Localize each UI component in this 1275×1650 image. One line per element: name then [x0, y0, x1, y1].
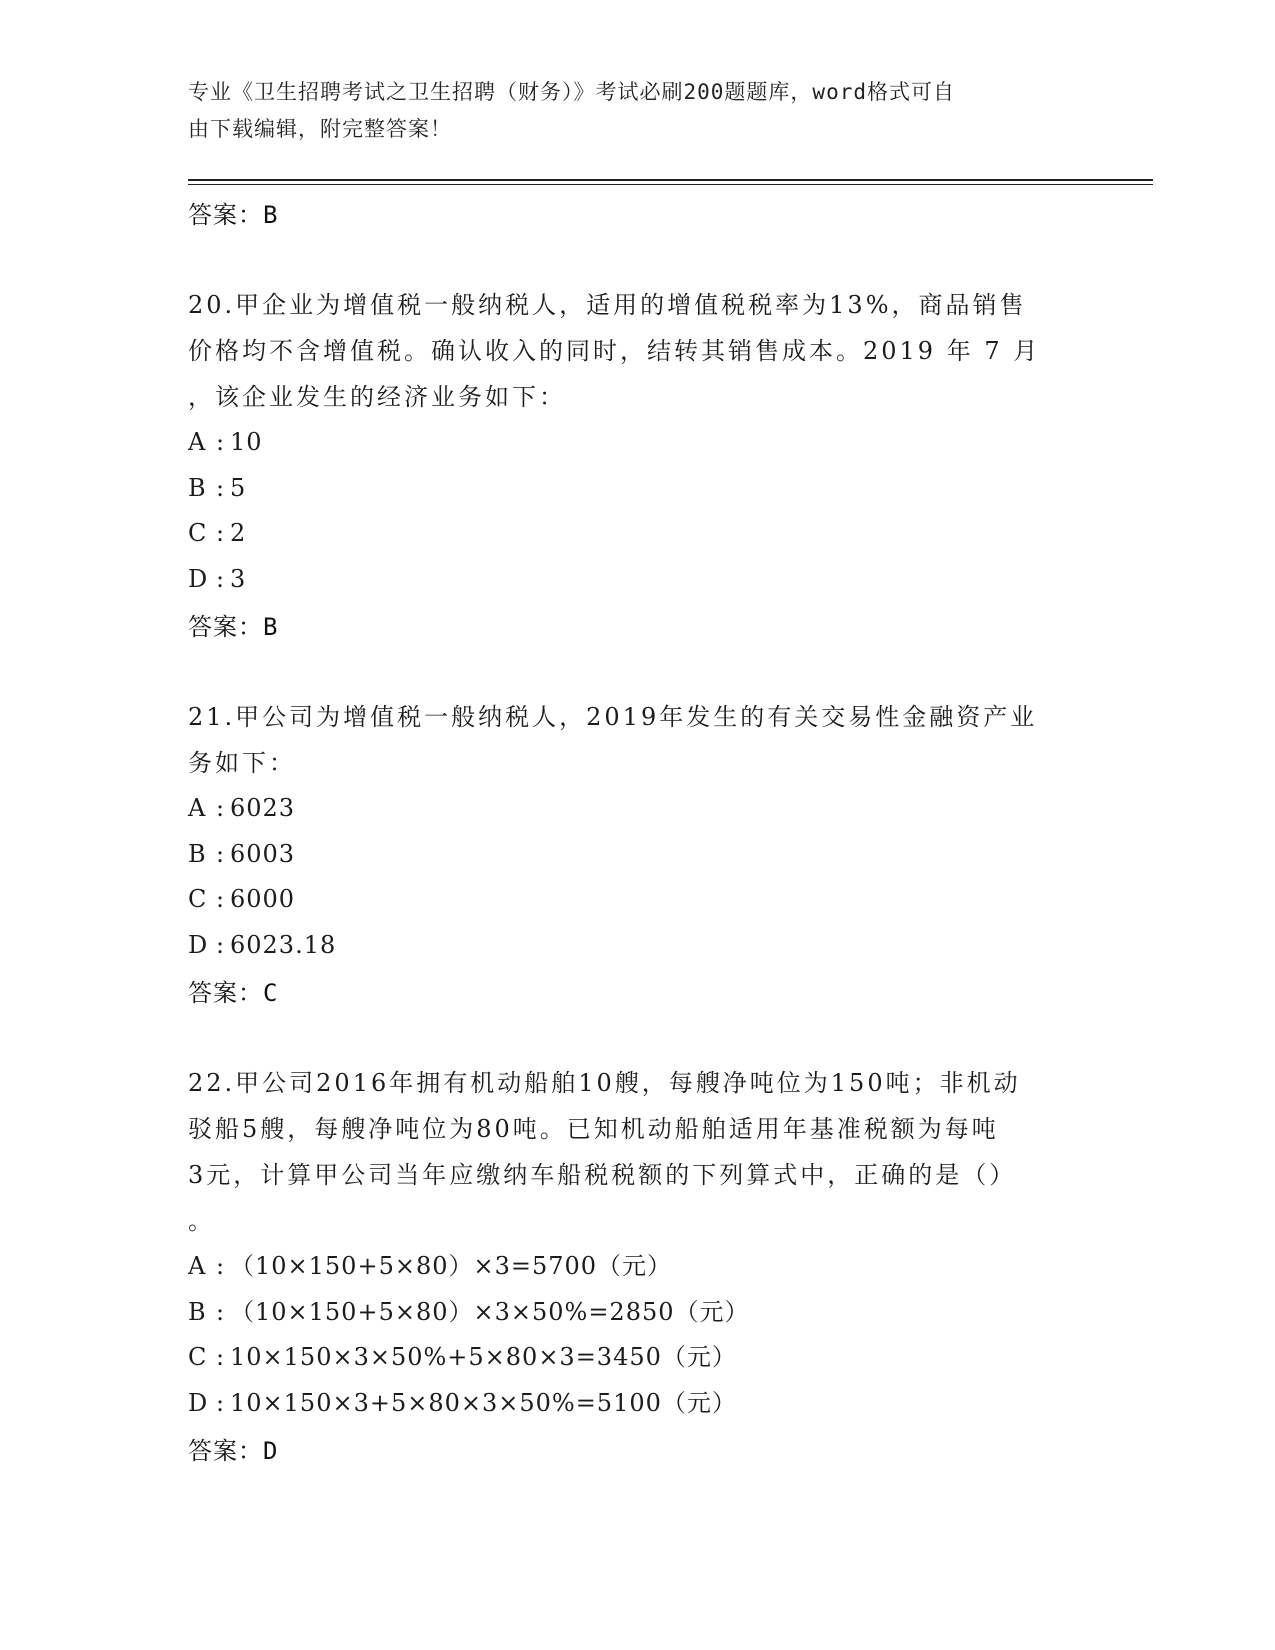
option-text: 2	[230, 519, 247, 547]
option-a: A : 6023	[188, 786, 1088, 832]
header-rule-thick	[188, 179, 1153, 181]
header-rule-thin	[188, 184, 1153, 185]
option-key: D	[188, 1388, 209, 1417]
question-text	[188, 282, 1088, 420]
question-line: 。	[188, 1207, 215, 1235]
option-key: D	[188, 564, 209, 593]
option-text: 10×150×3+5×80×3×50%=5100（元）	[230, 1388, 737, 1417]
question-text	[188, 694, 1088, 786]
option-text: （10×150+5×80）×3=5700（元）	[230, 1252, 673, 1280]
question-line: ，该企业发生的经济业务如下：	[188, 383, 566, 411]
option-key: C	[188, 1343, 208, 1371]
option-key: B	[188, 1297, 207, 1326]
option-key: C	[188, 519, 208, 547]
document-header	[188, 74, 1068, 148]
question-text	[188, 1060, 1088, 1244]
option-b: B : 5	[188, 466, 1088, 512]
option-text: 6000	[230, 885, 296, 913]
option-text: （10×150+5×80）×3×50%=2850（元）	[230, 1297, 750, 1326]
question-item	[188, 694, 1088, 1013]
option-c: C : 2	[188, 511, 1088, 557]
option-c: C : 6000	[188, 877, 1088, 923]
option-text: 6023.18	[230, 930, 337, 959]
option-b: B : （10×150+5×80）×3×50%=2850（元）	[188, 1290, 1088, 1336]
question-line: 22.甲公司2016年拥有机动船舶10艘，每艘净吨位为150吨；非机动	[188, 1069, 1021, 1097]
header-line-1: 专业《卫生招聘考试之卫生招聘（财务）》考试必刷200题题库，word格式可自	[188, 80, 955, 104]
answer-line: 答案：B	[188, 201, 279, 229]
option-text: 5	[230, 473, 247, 502]
option-text: 6003	[230, 839, 296, 868]
answer-line: 答案：B	[188, 613, 279, 641]
option-text: 10	[230, 428, 263, 456]
question-line: 3元，计算甲公司当年应缴纳车船税税额的下列算式中，正确的是（）	[188, 1161, 1017, 1189]
option-d: D : 6023.18	[188, 923, 1088, 969]
option-text: 10×150×3×50%+5×80×3=3450（元）	[230, 1343, 737, 1371]
question-line: 价格均不含增值税。确认收入的同时，结转其销售成本。2019 年 7 月	[188, 337, 1041, 365]
option-d: D : 10×150×3+5×80×3×50%=5100（元）	[188, 1381, 1088, 1427]
option-key: B	[188, 473, 207, 502]
question-line: 驳船5艘，每艘净吨位为80吨。已知机动船舶适用年基准税额为每吨	[188, 1115, 999, 1143]
option-key: A	[188, 794, 207, 822]
answer-line: 答案：D	[188, 1437, 279, 1465]
option-key: B	[188, 839, 207, 868]
question-item	[188, 1060, 1088, 1471]
question-line: 21.甲公司为增值税一般纳税人，2019年发生的有关交易性金融资产业	[188, 703, 1038, 731]
answer-line: 答案：C	[188, 979, 279, 1007]
option-key: A	[188, 1252, 207, 1280]
option-a: A : （10×150+5×80）×3=5700（元）	[188, 1244, 1088, 1290]
option-d: D : 3	[188, 557, 1088, 603]
question-list	[188, 190, 1088, 1471]
question-line: 务如下：	[188, 749, 296, 777]
question-item	[188, 282, 1088, 647]
option-a: A : 10	[188, 420, 1088, 466]
option-text: 6023	[230, 794, 296, 822]
option-b: B : 6003	[188, 832, 1088, 878]
option-text: 3	[230, 564, 247, 593]
header-line-2: 由下载编辑，附完整答案！	[188, 117, 452, 141]
option-key: D	[188, 930, 209, 959]
option-c: C : 10×150×3×50%+5×80×3=3450（元）	[188, 1335, 1088, 1381]
option-key: C	[188, 885, 208, 913]
question-line: 20.甲企业为增值税一般纳税人，适用的增值税税率为13%，商品销售	[188, 291, 1027, 319]
option-key: A	[188, 428, 207, 456]
